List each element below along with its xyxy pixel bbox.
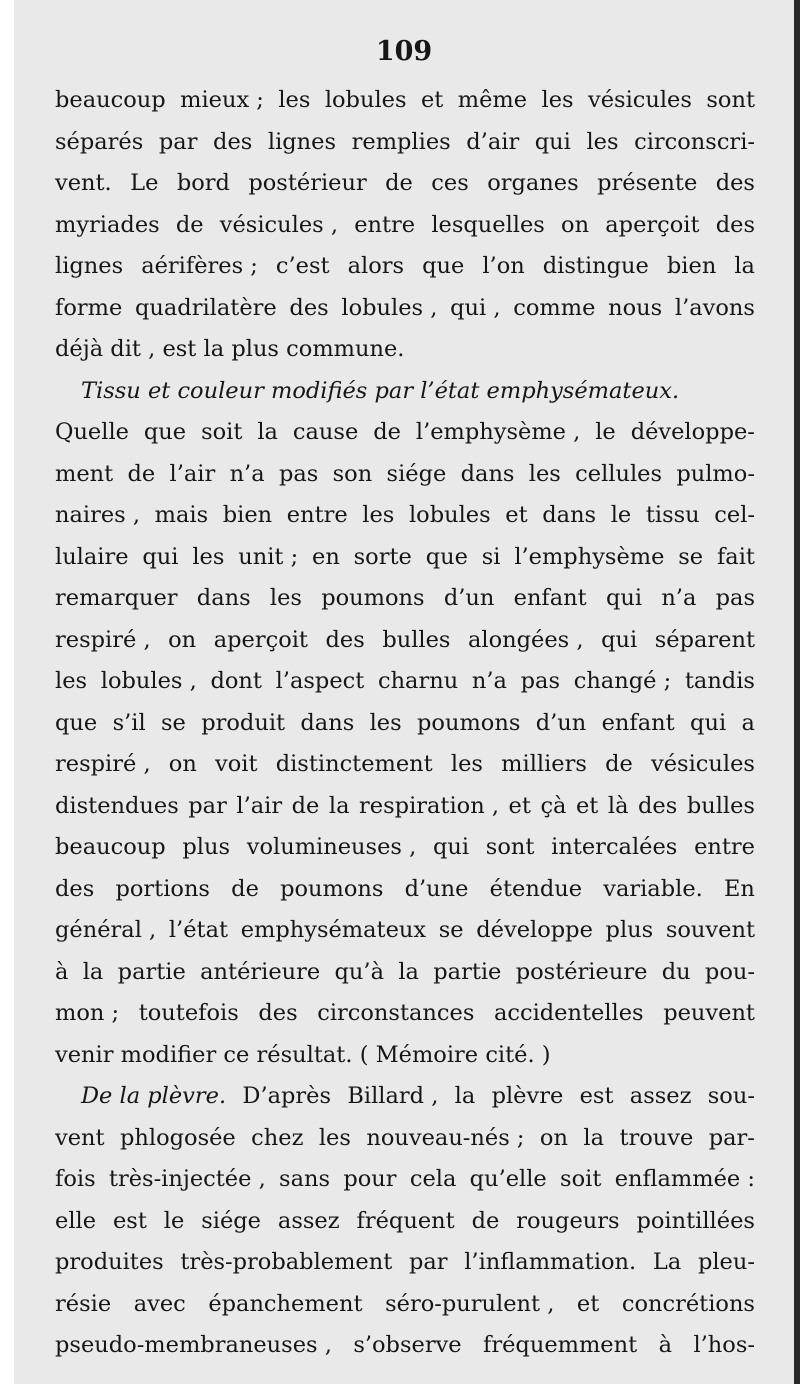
word: est bbox=[162, 336, 197, 362]
word: si bbox=[481, 543, 501, 570]
word: les bbox=[55, 668, 88, 694]
word: pas bbox=[715, 585, 755, 611]
word: alongées , bbox=[468, 626, 584, 653]
word: l’aspect bbox=[275, 668, 365, 694]
word: à bbox=[55, 958, 69, 985]
word: accidentelles bbox=[493, 1000, 644, 1026]
word: de bbox=[175, 211, 204, 238]
word: peuvent bbox=[663, 1000, 755, 1026]
word: vent bbox=[55, 1124, 105, 1151]
word: l’avons bbox=[674, 294, 755, 321]
word: sont bbox=[485, 834, 535, 860]
word: les bbox=[318, 1124, 351, 1151]
word: déjà bbox=[55, 336, 104, 362]
page-number: 109 bbox=[375, 36, 433, 67]
word: portions bbox=[115, 875, 210, 902]
word: pas bbox=[278, 460, 319, 487]
text-line bbox=[55, 1159, 755, 1201]
word: résie bbox=[55, 1290, 112, 1317]
word: dans bbox=[300, 709, 355, 736]
word: rougeurs bbox=[516, 1207, 620, 1234]
word: voit bbox=[215, 751, 258, 777]
text-line bbox=[55, 703, 755, 745]
word: souvent bbox=[665, 917, 755, 943]
word: fréquent bbox=[356, 1207, 455, 1234]
word: distingue bbox=[542, 253, 649, 279]
word: qui bbox=[432, 834, 470, 860]
word: le bbox=[610, 502, 632, 528]
word: lobules bbox=[324, 87, 407, 113]
word: de bbox=[471, 1207, 500, 1234]
word: développe bbox=[476, 917, 593, 943]
body-text bbox=[55, 80, 755, 1367]
word: les bbox=[528, 460, 561, 487]
word: fois bbox=[55, 1166, 96, 1192]
word: pour bbox=[343, 1166, 397, 1192]
word: tandis bbox=[684, 668, 755, 694]
word: par- bbox=[708, 1124, 755, 1151]
word: est bbox=[579, 1083, 614, 1109]
word: ce bbox=[223, 1041, 250, 1068]
word: lignes bbox=[55, 253, 124, 279]
word: des bbox=[213, 128, 253, 155]
word: sou- bbox=[707, 1083, 755, 1109]
word: fréquemment bbox=[483, 1332, 638, 1358]
word: de bbox=[291, 792, 320, 819]
word: respiration , bbox=[359, 792, 500, 819]
word: séro-purulent , bbox=[385, 1290, 555, 1317]
word: les bbox=[278, 87, 311, 113]
word: beaucoup bbox=[55, 834, 166, 860]
word: en bbox=[312, 543, 340, 570]
word: cause bbox=[292, 419, 359, 445]
word: bord bbox=[176, 170, 230, 196]
word: En bbox=[723, 875, 755, 902]
word: bulles bbox=[382, 626, 451, 653]
word: cela bbox=[409, 1166, 457, 1192]
word: assez bbox=[277, 1207, 340, 1234]
word: la bbox=[734, 253, 755, 279]
word: tissu bbox=[645, 502, 700, 528]
text-line bbox=[55, 1284, 755, 1326]
word: poumons bbox=[280, 875, 384, 902]
word: lesquelles bbox=[431, 211, 545, 238]
word: lignes bbox=[267, 128, 337, 155]
word: on bbox=[168, 626, 197, 653]
word: nouveau-nés ; bbox=[366, 1124, 525, 1151]
word: postérieur bbox=[248, 170, 367, 196]
word: dit , bbox=[110, 336, 156, 362]
word: présente bbox=[597, 170, 698, 196]
word: l’emphysème bbox=[514, 543, 665, 570]
word: par bbox=[188, 792, 227, 819]
word: le bbox=[595, 419, 616, 445]
word: lobules , bbox=[341, 294, 438, 321]
word: dont bbox=[210, 668, 262, 694]
word: changé ; bbox=[573, 668, 672, 694]
word: vent. bbox=[55, 170, 112, 196]
word: de bbox=[385, 170, 413, 196]
word: fait bbox=[716, 543, 755, 570]
text-line bbox=[55, 1118, 755, 1160]
word: enflammée : bbox=[614, 1166, 755, 1192]
word: l’on bbox=[482, 253, 525, 279]
word: entre bbox=[286, 502, 348, 528]
word: toutefois bbox=[138, 1000, 239, 1026]
word: qui bbox=[534, 128, 571, 155]
word: vésicules , bbox=[219, 211, 339, 238]
word: l’inflammation. bbox=[464, 1249, 637, 1275]
word: que bbox=[425, 543, 468, 570]
word: de bbox=[373, 419, 401, 445]
text-line bbox=[55, 1076, 755, 1118]
text-line bbox=[55, 993, 755, 1035]
word: cel- bbox=[714, 502, 755, 528]
word: la bbox=[398, 958, 419, 985]
text-line bbox=[55, 1242, 755, 1284]
word: sorte bbox=[353, 543, 412, 570]
word: des bbox=[55, 875, 95, 902]
word: pou- bbox=[704, 958, 755, 985]
word: produites bbox=[55, 1249, 164, 1275]
word: siége bbox=[201, 1207, 261, 1234]
text-line bbox=[55, 952, 755, 994]
word: siége bbox=[386, 460, 447, 487]
word: enfant bbox=[513, 585, 587, 611]
word: ( Mémoire bbox=[359, 1041, 479, 1068]
word: pas bbox=[520, 668, 561, 694]
word: du bbox=[661, 958, 691, 985]
word: des bbox=[289, 294, 329, 321]
word: commune. bbox=[286, 336, 405, 362]
word: même bbox=[457, 87, 528, 113]
word: naires , bbox=[55, 502, 141, 528]
word: ment bbox=[55, 460, 114, 487]
word: partie bbox=[433, 958, 502, 985]
word: on bbox=[168, 751, 197, 777]
word: remplies bbox=[351, 128, 451, 155]
word: modifier bbox=[120, 1041, 217, 1068]
word: volumineuses , bbox=[246, 834, 417, 860]
word: chez bbox=[251, 1124, 304, 1151]
text-line bbox=[55, 288, 755, 330]
word: des bbox=[325, 626, 365, 653]
word: plus bbox=[605, 917, 654, 943]
word: des bbox=[638, 792, 678, 819]
word: s’il bbox=[112, 709, 146, 736]
text-line bbox=[55, 205, 755, 247]
word: phlogosée bbox=[119, 1124, 236, 1151]
word: la bbox=[203, 336, 225, 362]
word: dans bbox=[542, 502, 597, 528]
word: se bbox=[438, 917, 464, 943]
word: est bbox=[112, 1207, 147, 1234]
word: c’est bbox=[275, 253, 330, 279]
word: la bbox=[454, 1083, 476, 1109]
word: cellules bbox=[575, 460, 663, 487]
word: distendues bbox=[55, 792, 179, 819]
word: séparent bbox=[654, 626, 755, 653]
word: les bbox=[192, 543, 225, 570]
word: quadrilatère bbox=[135, 294, 277, 321]
text-line bbox=[55, 1201, 755, 1243]
word: là bbox=[607, 792, 629, 819]
text-line bbox=[55, 412, 755, 454]
word: beaucoup bbox=[55, 87, 166, 113]
word: d’une bbox=[404, 875, 469, 902]
word: La bbox=[652, 1249, 682, 1275]
word: aperçoit bbox=[605, 211, 700, 238]
word: qui bbox=[601, 626, 638, 653]
section-heading: De la plèvre. bbox=[81, 1083, 227, 1109]
word: n’a bbox=[661, 585, 697, 611]
word: qu’elle bbox=[469, 1166, 547, 1192]
word: les bbox=[586, 128, 619, 155]
word: la bbox=[583, 1124, 605, 1151]
word: de bbox=[231, 875, 259, 902]
word: par bbox=[158, 128, 198, 155]
word: distinctement bbox=[275, 751, 433, 777]
word: se bbox=[161, 709, 186, 736]
word: plèvre bbox=[491, 1083, 564, 1109]
word: dans bbox=[460, 460, 515, 487]
word: vésicules bbox=[588, 87, 692, 113]
word: on bbox=[539, 1124, 568, 1151]
word: plus bbox=[231, 336, 279, 362]
word: elle bbox=[55, 1207, 97, 1234]
word: emphysémateux bbox=[240, 917, 427, 943]
word: étendue bbox=[489, 875, 583, 902]
word: à bbox=[658, 1332, 673, 1358]
word: l’air bbox=[169, 460, 216, 487]
text-line bbox=[55, 910, 755, 952]
word: on bbox=[561, 211, 590, 238]
word: pulmo- bbox=[676, 460, 755, 487]
word: mais bbox=[154, 502, 209, 528]
word: unit ; bbox=[238, 543, 299, 570]
word: venir bbox=[55, 1041, 114, 1068]
word: poumons bbox=[321, 585, 425, 611]
word: et bbox=[420, 87, 444, 113]
word: mon ; bbox=[55, 1000, 120, 1026]
text-line bbox=[55, 537, 755, 579]
word: les bbox=[362, 502, 395, 528]
word: bien bbox=[222, 502, 273, 528]
word: lobules bbox=[408, 502, 491, 528]
word: n’a bbox=[229, 460, 265, 487]
text-line bbox=[55, 869, 755, 911]
word: postérieure bbox=[515, 958, 648, 985]
word: lobules , bbox=[100, 668, 197, 694]
word: partie bbox=[117, 958, 186, 985]
word: séparés bbox=[55, 128, 144, 155]
word: général , bbox=[55, 917, 157, 943]
word: la bbox=[328, 792, 350, 819]
word: de bbox=[127, 460, 156, 487]
word: des bbox=[715, 211, 755, 238]
word: développe- bbox=[630, 419, 755, 445]
word: comme bbox=[513, 294, 596, 321]
word: l’air bbox=[236, 792, 283, 819]
word: des bbox=[715, 170, 755, 196]
word: les bbox=[369, 709, 402, 736]
word: pseudo-membraneuses , bbox=[55, 1332, 332, 1358]
word: sans bbox=[279, 1166, 331, 1192]
text-line bbox=[55, 786, 755, 828]
word: des bbox=[258, 1000, 298, 1026]
word: forme bbox=[55, 294, 123, 321]
word: se bbox=[678, 543, 704, 570]
word: plus bbox=[182, 834, 231, 860]
word: alors bbox=[347, 253, 405, 279]
word: assez bbox=[629, 1083, 692, 1109]
word: poumons bbox=[417, 709, 521, 736]
word: myriades bbox=[55, 211, 160, 238]
word: qui , bbox=[450, 294, 501, 321]
word: ces bbox=[431, 170, 469, 196]
word: enfant bbox=[601, 709, 675, 736]
word: l’état bbox=[168, 917, 229, 943]
text-line bbox=[55, 246, 755, 288]
word: Quelle bbox=[55, 419, 129, 445]
word: qui bbox=[690, 709, 727, 736]
word: entre bbox=[694, 834, 755, 860]
text-line bbox=[55, 578, 755, 620]
word: Le bbox=[130, 170, 159, 196]
word: qu’à bbox=[334, 958, 384, 985]
word: bien bbox=[666, 253, 717, 279]
word: l’hos- bbox=[693, 1332, 755, 1358]
word: épanchement bbox=[208, 1290, 363, 1317]
word: et bbox=[575, 792, 599, 819]
text-line bbox=[55, 620, 755, 662]
word: s’observe bbox=[353, 1332, 462, 1358]
word: charnu bbox=[377, 668, 459, 694]
text-line bbox=[55, 371, 755, 413]
word: circonscri- bbox=[634, 128, 755, 155]
word: le bbox=[163, 1207, 185, 1234]
text-line bbox=[55, 744, 755, 786]
text-line bbox=[55, 1035, 755, 1077]
word: respiré , bbox=[55, 751, 151, 777]
word: et bbox=[576, 1290, 600, 1317]
text-line bbox=[55, 329, 755, 371]
word: et bbox=[505, 502, 528, 528]
word: son bbox=[332, 460, 373, 487]
text-line bbox=[55, 454, 755, 496]
word: pointillées bbox=[636, 1207, 755, 1234]
word: dans bbox=[196, 585, 251, 611]
word: aérifères ; bbox=[141, 253, 258, 279]
word: D’après bbox=[242, 1083, 332, 1109]
word: circonstances bbox=[317, 1000, 475, 1026]
word: a bbox=[741, 709, 755, 736]
word: la bbox=[82, 958, 104, 985]
word: les bbox=[450, 751, 483, 777]
word: sont bbox=[706, 87, 755, 113]
word: la bbox=[257, 419, 278, 445]
word: de bbox=[605, 751, 633, 777]
word: intercalées bbox=[551, 834, 678, 860]
text-line bbox=[55, 163, 755, 205]
word: résultat. bbox=[256, 1041, 353, 1068]
text-line bbox=[55, 122, 755, 164]
word: n’a bbox=[471, 668, 507, 694]
word: que bbox=[143, 419, 187, 445]
word: cité. ) bbox=[485, 1041, 551, 1068]
text-line bbox=[55, 495, 755, 537]
word: bulles bbox=[686, 792, 755, 819]
word: entre bbox=[354, 211, 416, 238]
text-line bbox=[55, 827, 755, 869]
word: d’un bbox=[535, 709, 587, 736]
word: très-injectée , bbox=[108, 1166, 266, 1192]
word: variable. bbox=[603, 875, 703, 902]
word: Billard , bbox=[347, 1083, 439, 1109]
word: aperçoit bbox=[213, 626, 308, 653]
word: lulaire bbox=[55, 543, 129, 570]
word: remarquer bbox=[55, 585, 178, 611]
word: produit bbox=[201, 709, 286, 736]
word: vésicules bbox=[651, 751, 755, 777]
word: par bbox=[408, 1249, 448, 1275]
word: que bbox=[422, 253, 465, 279]
word: antérieure bbox=[200, 958, 321, 985]
word: mieux ; bbox=[180, 87, 264, 113]
word: soit bbox=[201, 419, 243, 445]
word: qui bbox=[605, 585, 643, 611]
word: très-probablement bbox=[180, 1249, 393, 1275]
word: et bbox=[508, 792, 531, 819]
text-line bbox=[55, 661, 755, 703]
word: respiré , bbox=[55, 626, 151, 653]
word: soit bbox=[560, 1166, 602, 1192]
word: trouve bbox=[619, 1124, 694, 1151]
word: d’air bbox=[466, 128, 520, 155]
word: organes bbox=[487, 170, 579, 196]
word: l’emphysème , bbox=[415, 419, 581, 445]
word: d’un bbox=[443, 585, 495, 611]
word: pleu- bbox=[697, 1249, 755, 1275]
text-line bbox=[55, 80, 755, 122]
word: nous bbox=[608, 294, 663, 321]
section-heading: Tissu et couleur modifiés par l’état emphysémateux. bbox=[81, 377, 680, 404]
word: les bbox=[541, 87, 574, 113]
word: que bbox=[55, 709, 98, 736]
word: concrétions bbox=[621, 1290, 755, 1317]
word: avec bbox=[133, 1290, 186, 1317]
word: qui bbox=[142, 543, 179, 570]
word: les bbox=[269, 585, 302, 611]
word: milliers bbox=[501, 751, 587, 777]
word: çà bbox=[540, 792, 567, 819]
text-line bbox=[55, 1325, 755, 1367]
